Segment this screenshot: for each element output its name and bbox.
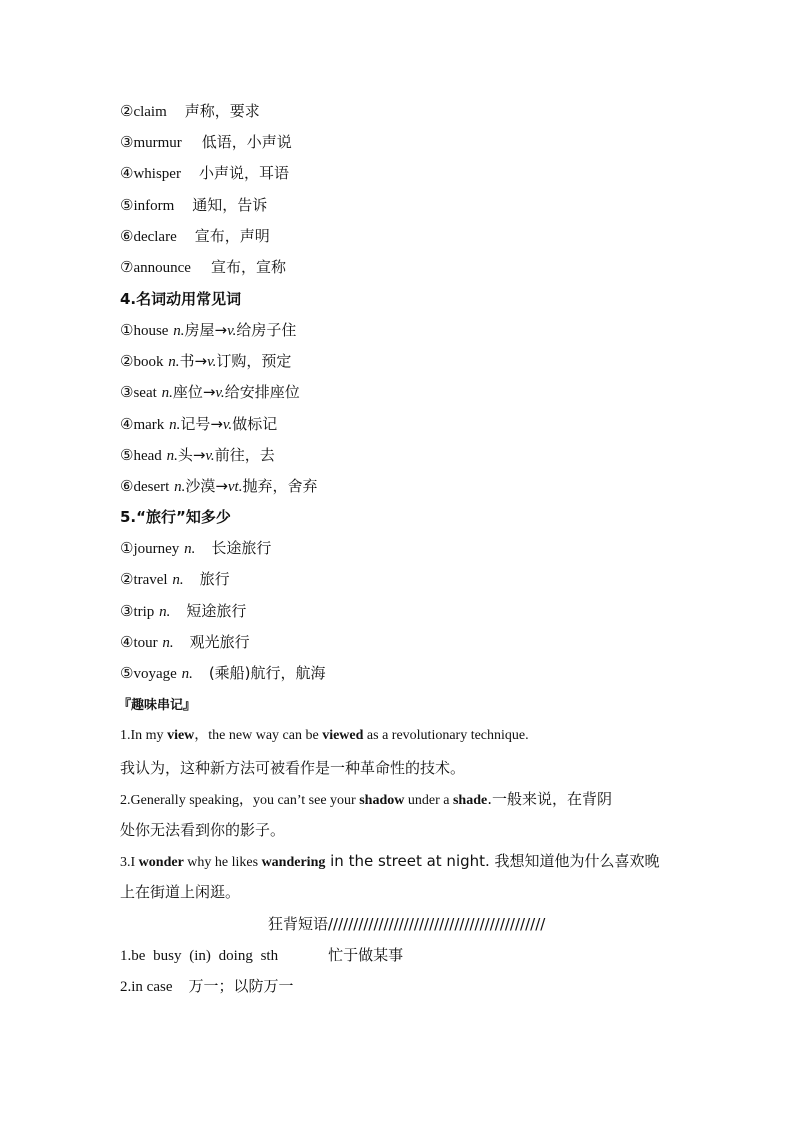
vocab-item-whisper: ④whisper 小声说，耳语 <box>120 164 289 182</box>
vocab-item-inform: ⑤inform 通知，告诉 <box>120 196 268 214</box>
noun-verb-item: ⑥desert n.沙漠→vt.抛弃，舍弃 <box>120 477 318 495</box>
phrase-item: 1.be busy (in) doing sth 忙于做某事 <box>120 946 404 964</box>
noun-verb-item: ⑤head n.头→v.前往，去 <box>120 446 275 464</box>
phrase-item: 2.in case 万一；以防万一 <box>120 977 294 995</box>
fun-sentence-1-translation: 我认为，这种新方法可被看作是一种革命性的技术。 <box>120 759 466 777</box>
vocab-item-declare: ⑥declare 宣布，声明 <box>120 227 270 245</box>
travel-item: ①journey n. 长途旅行 <box>120 539 272 557</box>
section4-heading: 4.名词动用常见词 <box>120 290 242 308</box>
fun-sentence-2: 2.Generally speaking，you can’t see your shadow under a shade.一般来说，在背阴 <box>120 790 612 808</box>
travel-item: ④tour n. 观光旅行 <box>120 633 250 651</box>
fun-memory-heading: 『趣味串记』 <box>118 698 197 713</box>
travel-item: ②travel n. 旅行 <box>120 570 230 588</box>
noun-verb-item: ④mark n.记号→v.做标记 <box>120 415 278 433</box>
fun-sentence-3-translation: 上在街道上闲逛。 <box>120 883 241 901</box>
travel-item: ⑤voyage n. (乘船)航行，航海 <box>120 664 326 682</box>
vocab-item-murmur: ③murmur 低语，小声说 <box>120 133 292 151</box>
travel-item: ③trip n. 短途旅行 <box>120 602 247 620</box>
noun-verb-item: ②book n.书→v.订购，预定 <box>120 352 292 370</box>
vocab-item-claim: ②claim 声称，要求 <box>120 102 260 120</box>
section5-heading: 5.“旅行”知多少 <box>120 508 231 526</box>
phrases-heading: 狂背短语/////////////////////////////////////////// <box>268 915 546 933</box>
noun-verb-item: ③seat n.座位→v.给安排座位 <box>120 383 300 401</box>
fun-sentence-3: 3.I wonder why he likes wandering in the street at night. 我想知道他为什么喜欢晚 <box>120 852 660 870</box>
fun-sentence-2-translation: 处你无法看到你的影子。 <box>120 821 286 839</box>
fun-sentence-1: 1.In my view，the new way can be viewed as a revolutionary technique. <box>120 728 529 743</box>
noun-verb-item: ①house n.房屋→v.给房子住 <box>120 321 297 339</box>
vocab-item-announce: ⑦announce 宣布，宣称 <box>120 258 286 276</box>
